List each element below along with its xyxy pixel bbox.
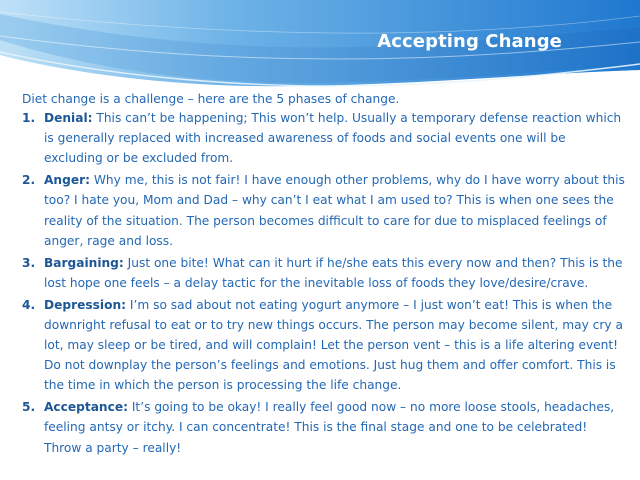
list-item-content	[44, 295, 626, 396]
phase-text: This can’t be happening; This won’t help. Usually a temporary defense reaction which is generally replaced with increased awareness of foods and social events one will be excluding or be excluded from.	[44, 111, 622, 166]
list-number: 4.	[22, 297, 36, 312]
list-number: 3.	[22, 255, 36, 270]
list-item-content	[44, 108, 626, 169]
phase-name: Bargaining:	[44, 255, 124, 270]
slide-title: Accepting Change	[377, 31, 562, 52]
list-item-content	[44, 397, 626, 458]
phase-text: It’s going to be okay! I really feel good now – no more loose stools, headaches, feeling antsy or itchy. I can concentrate! This is the final stage and one to be celebrated! Throw a party – really!	[44, 400, 615, 455]
list-number: 1.	[22, 111, 36, 125]
list-item-content	[44, 170, 626, 251]
list-number: 5.	[22, 400, 36, 415]
phase-name: Anger:	[44, 173, 90, 188]
phase-name: Acceptance:	[44, 400, 128, 415]
intro-text: Diet change is a challenge – here are the 5 phases of change.	[22, 92, 400, 106]
phase-name: Denial:	[44, 111, 93, 125]
list-item-bargaining	[22, 253, 626, 293]
list-item-anger	[22, 170, 626, 251]
phase-text: Just one bite! What can it hurt if he/she eats this every now and then? This is the lost hope one feels – a delay tactic for the inevitable loss of foods they love/desire/crave.	[44, 255, 623, 290]
list-item-acceptance	[22, 397, 626, 458]
list-item-depression	[22, 295, 626, 396]
phase-text: Why me, this is not fair! I have enough other problems, why do I have worry about this too? I hate you, Mom and Dad – why can’t I eat what I am used to? This is when one sees the reality of the situation. The person becomes difficult to care for due to misplaced feelings of anger, rage and loss.	[44, 173, 625, 248]
list-item-content	[44, 253, 626, 293]
list-number: 2.	[22, 173, 36, 188]
phase-name: Depression:	[44, 297, 126, 312]
list-item-denial	[22, 108, 626, 169]
phase-text: I’m so sad about not eating yogurt anymore – I just won’t eat! This is when the downright refusal to eat or to try new things occurs. The person may become silent, may cry a lot, may sleep or be tired, and will complain! Let the person vent – this is a life altering event! Do not downplay the person’s feelings and emotions. Just hug them and offer comfort. This is the time in which the person is processing the life change.	[44, 297, 623, 393]
phases-list	[22, 108, 626, 459]
